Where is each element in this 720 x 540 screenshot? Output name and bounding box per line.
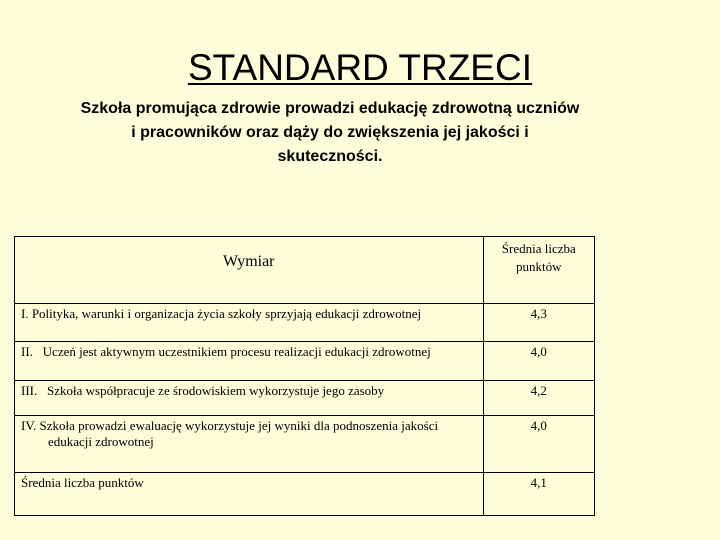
row-value: 4,0 xyxy=(483,342,594,381)
row-value: 4,3 xyxy=(483,304,594,342)
summary-label: Średnia liczba punktów xyxy=(15,473,484,516)
row-label: III. Szkoła współpracuje ze środowiskiem wykorzystuje jego zasoby xyxy=(15,381,484,416)
row-value: 4,0 xyxy=(483,416,594,473)
table-row xyxy=(15,342,595,381)
table-header-row xyxy=(15,237,595,304)
table-row-summary xyxy=(15,473,595,516)
header-dimension: Wymiar xyxy=(15,237,484,304)
slide-subtitle: Szkoła promująca zdrowie prowadzi edukację zdrowotną uczniów i pracowników oraz dąży do zwiększenia jej jakości i skuteczności. xyxy=(80,100,580,165)
row-label: I. Polityka, warunki i organizacja życia szkoły sprzyjają edukacji zdrowotnej xyxy=(15,304,484,342)
row-value: 4,2 xyxy=(483,381,594,416)
table-row xyxy=(15,416,595,473)
slide-title: STANDARD TRZECI xyxy=(188,47,532,88)
row-label: IV. Szkoła prowadzi ewaluację wykorzystuje jej wyniki dla podnoszenia jakości edukacji zdrowotnej xyxy=(21,418,439,449)
row-label: II. Uczeń jest aktywnym uczestnikiem procesu realizacji edukacji zdrowotnej xyxy=(15,342,484,381)
header-average: Średnia liczba punktów xyxy=(483,237,594,304)
table-row xyxy=(15,381,595,416)
table-row xyxy=(15,304,595,342)
summary-value: 4,1 xyxy=(483,473,594,516)
scores-table xyxy=(14,236,595,516)
